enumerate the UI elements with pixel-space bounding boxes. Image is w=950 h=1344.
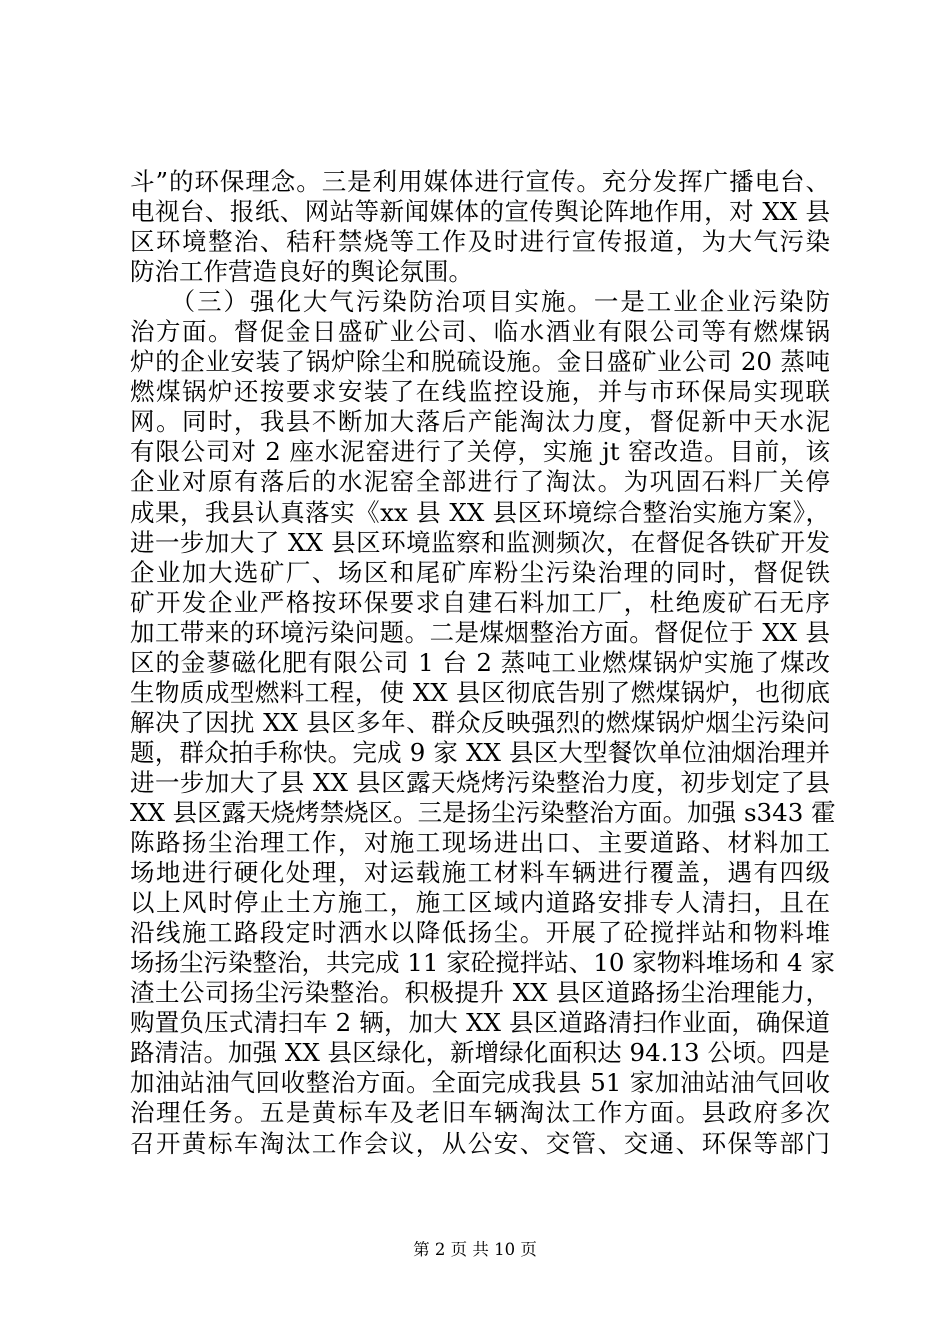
text-line: 购置负压式清扫车 2 辆，加大 XX 县区道路清扫作业面，确保道 (130, 1008, 830, 1038)
text-line: 进一步加大了 XX 县区环境监察和监测频次，在督促各铁矿开发 (130, 527, 830, 557)
text-line: 炉的企业安装了锅炉除尘和脱硫设施。金日盛矿业公司 20 蒸吨 (130, 347, 830, 377)
text-line: 加油站油气回收整治方面。全面完成我县 51 家加油站油气回收 (130, 1068, 830, 1098)
text-line: 治理任务。五是黄标车及老旧车辆淘汰工作方面。县政府多次 (130, 1098, 830, 1128)
text-line: （三）强化大气污染防治项目实施。一是工业企业污染防 (130, 287, 830, 317)
text-line: 区的金蓼磁化肥有限公司 1 台 2 蒸吨工业燃煤锅炉实施了煤改 (130, 647, 830, 677)
text-line: 网。同时，我县不断加大落后产能淘汰力度，督促新中天水泥 (130, 407, 830, 437)
page-number: 第 2 页 共 10 页 (413, 1240, 537, 1259)
text-line: 以上风时停止土方施工，施工区域内道路安排专人清扫，且在 (130, 888, 830, 918)
text-line: 场地进行硬化处理，对运载施工材料车辆进行覆盖，遇有四级 (130, 858, 830, 888)
page-footer (0, 1240, 950, 1260)
text-line: 路清洁。加强 XX 县区绿化，新增绿化面积达 94.13 公顷。四是 (130, 1038, 830, 1068)
text-line: 区环境整治、秸秆禁烧等工作及时进行宣传报道，为大气污染 (130, 227, 830, 257)
text-line: 电视台、报纸、网站等新闻媒体的宣传舆论阵地作用，对 XX 县 (130, 197, 830, 227)
text-line: 企业加大选矿厂、场区和尾矿库粉尘污染治理的同时，督促铁 (130, 557, 830, 587)
text-line: 渣土公司扬尘污染整治。积极提升 XX 县区道路扬尘治理能力， (130, 978, 830, 1008)
text-line: 有限公司对 2 座水泥窑进行了关停，实施 jt 窑改造。目前，该 (130, 437, 830, 467)
text-line: 解决了因扰 XX 县区多年、群众反映强烈的燃煤锅炉烟尘污染问 (130, 707, 830, 737)
text-line: 题，群众拍手称快。完成 9 家 XX 县区大型餐饮单位油烟治理并 (130, 737, 830, 767)
text-line: 矿开发企业严格按环保要求自建石料加工厂，杜绝废矿石无序 (130, 587, 830, 617)
text-line: 加工带来的环境污染问题。二是煤烟整治方面。督促位于 XX 县 (130, 617, 830, 647)
text-line: 场扬尘污染整治，共完成 11 家砼搅拌站、10 家物料堆场和 4 家 (130, 948, 835, 978)
text-line: 斗”的环保理念。三是利用媒体进行宣传。充分发挥广播电台、 (130, 167, 830, 196)
text-line: XX 县区露天烧烤禁烧区。三是扬尘污染整治方面。加强 s343 霍 (130, 797, 836, 827)
text-line: 成果，我县认真落实《xx 县 XX 县区环境综合整治实施方案》， (130, 497, 830, 527)
body-text (130, 167, 836, 1159)
text-line: 燃煤锅炉还按要求安装了在线监控设施，并与市环保局实现联 (130, 377, 830, 407)
text-line: 沿线施工路段定时洒水以降低扬尘。开展了砼搅拌站和物料堆 (130, 918, 830, 948)
text-line: 陈路扬尘治理工作，对施工现场进出口、主要道路、材料加工 (130, 828, 830, 858)
text-line: 企业对原有落后的水泥窑全部进行了淘汰。为巩固石料厂关停 (130, 467, 830, 497)
text-line: 防治工作营造良好的舆论氛围。 (130, 257, 473, 287)
text-line: 进一步加大了县 XX 县区露天烧烤污染整治力度，初步划定了县 (130, 767, 830, 797)
text-line: 治方面。督促金日盛矿业公司、临水酒业有限公司等有燃煤锅 (130, 317, 830, 347)
text-line: 召开黄标车淘汰工作会议，从公安、交管、交通、环保等部门 (130, 1128, 830, 1158)
text-line: 生物质成型燃料工程，使 XX 县区彻底告别了燃煤锅炉，也彻底 (130, 677, 830, 707)
